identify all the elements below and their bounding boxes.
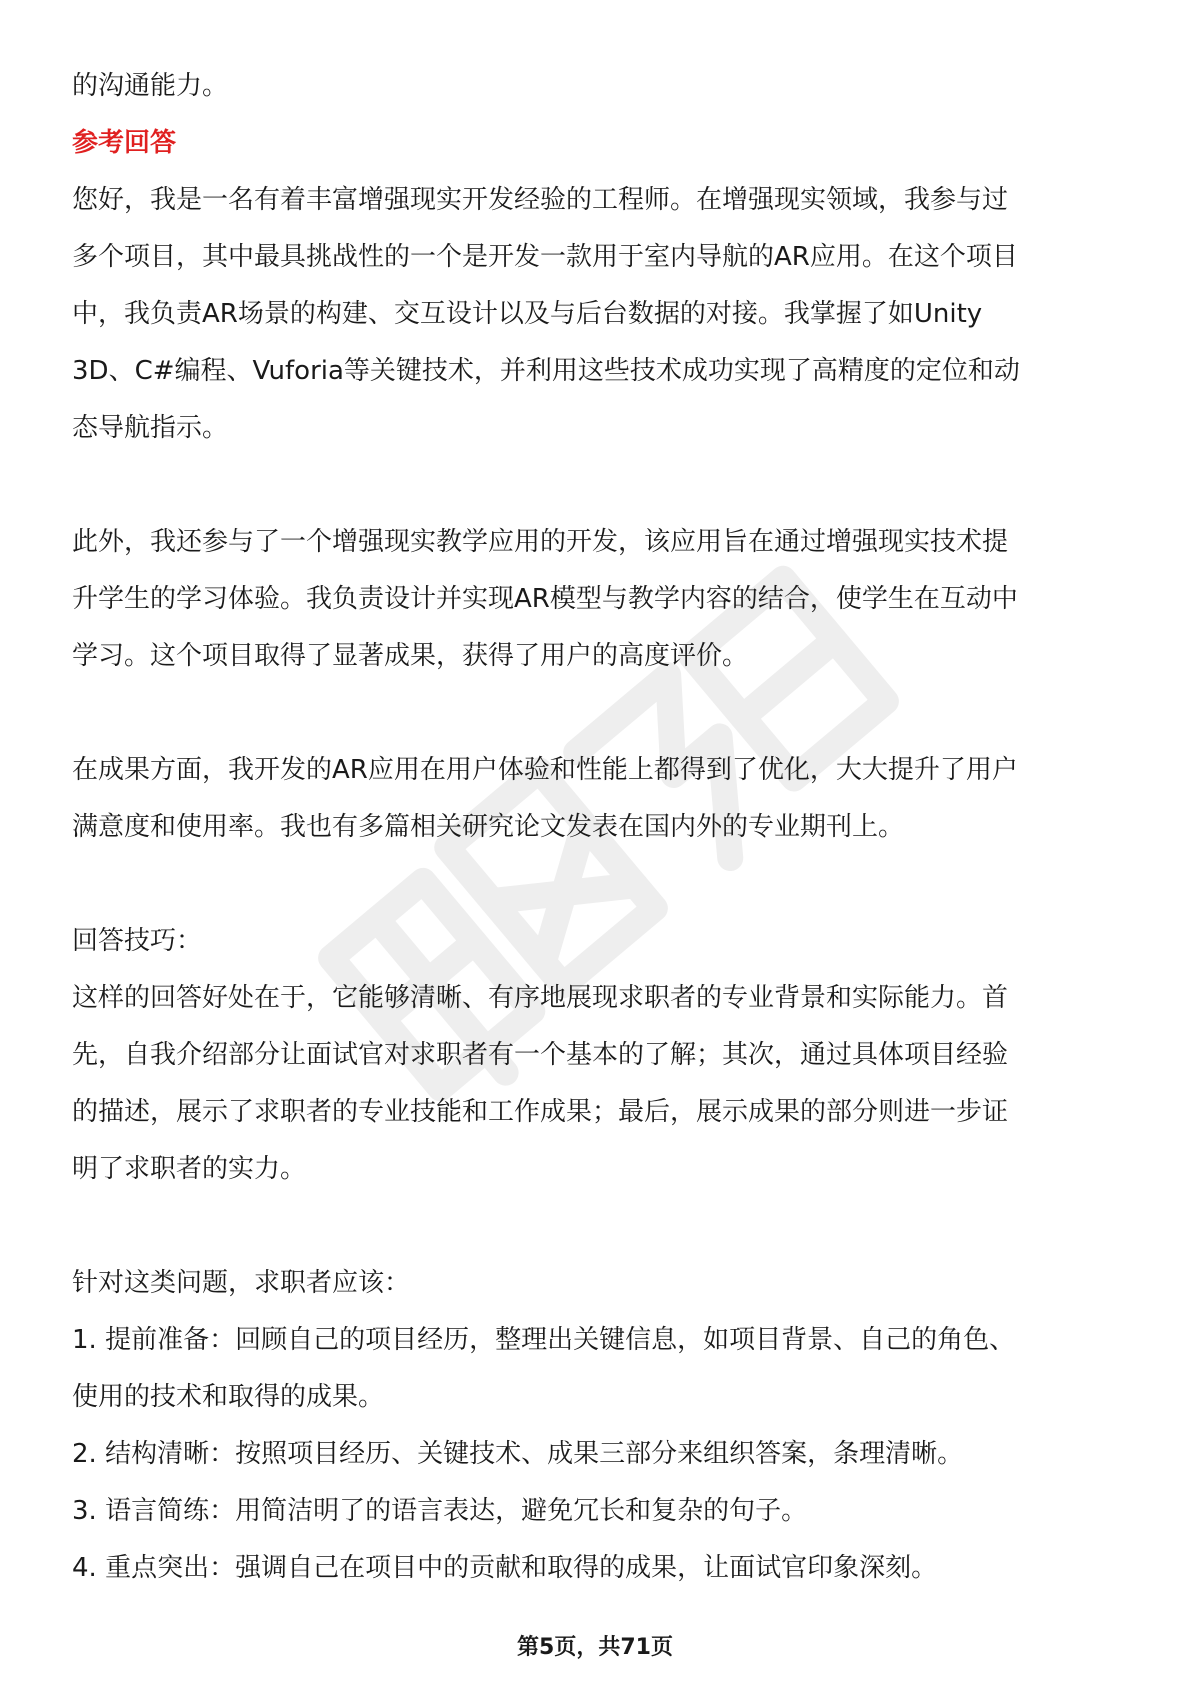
page-number-footer: 第5页，共71页 [517,1635,673,1660]
paragraph-gap [72,457,1132,514]
paragraph-gap [72,685,1132,742]
text-line: 此外，我还参与了一个增强现实教学应用的开发，该应用旨在通过增强现实技术提 [72,527,1009,557]
list-item: 4. 重点突出：强调自己在项目中的贡献和取得的成果，让面试官印象深刻。 [72,1553,938,1583]
text-line: 的描述，展示了求职者的专业技能和工作成果；最后，展示成果的部分则进一步证 [72,1097,1009,1127]
text-line: 在成果方面，我开发的AR应用在用户体验和性能上都得到了优化，大大提升了用户 [72,755,1018,785]
document-body [72,58,1132,1597]
section-heading-tips: 回答技巧： [72,926,203,956]
text-line: 明了求职者的实力。 [72,1154,307,1184]
text-line: 先，自我介绍部分让面试官对求职者有一个基本的了解；其次，通过具体项目经验 [72,1040,1009,1070]
text-line: 中，我负责AR场景的构建、交互设计以及与后台数据的对接。我掌握了如Unity [72,299,983,329]
paragraph-gap [72,1198,1132,1255]
text-line: 的沟通能力。 [72,71,229,101]
text-line: 多个项目，其中最具挑战性的一个是开发一款用于室内导航的AR应用。在这个项目 [72,242,1018,272]
text-line: 满意度和使用率。我也有多篇相关研究论文发表在国内外的专业期刊上。 [72,812,905,842]
text-line: 升学生的学习体验。我负责设计并实现AR模型与教学内容的结合，使学生在互动中 [72,584,1018,614]
list-item: 1. 提前准备：回顾自己的项目经历，整理出关键信息，如项目背景、自己的角色、 [72,1325,1016,1355]
section-heading-advice: 针对这类问题，求职者应该： [72,1268,411,1298]
list-item: 2. 结构清晰：按照项目经历、关键技术、成果三部分来组织答案，条理清晰。 [72,1439,964,1469]
text-line: 学习。这个项目取得了显著成果，获得了用户的高度评价。 [72,641,749,671]
text-line: 这样的回答好处在于，它能够清晰、有序地展现求职者的专业背景和实际能力。首 [72,983,1009,1013]
list-item-continuation: 使用的技术和取得的成果。 [72,1382,385,1412]
paragraph-gap [72,856,1132,913]
text-line: 您好，我是一名有着丰富增强现实开发经验的工程师。在增强现实领域，我参与过 [72,185,1009,215]
text-line: 3D、C#编程、Vuforia等关键技术，并利用这些技术成功实现了高精度的定位和动 [72,356,1020,386]
list-item: 3. 语言简练：用简洁明了的语言表达，避免冗长和复杂的句子。 [72,1496,808,1526]
text-line: 态导航指示。 [72,413,229,443]
section-heading-reference-answer: 参考回答 [72,128,177,158]
